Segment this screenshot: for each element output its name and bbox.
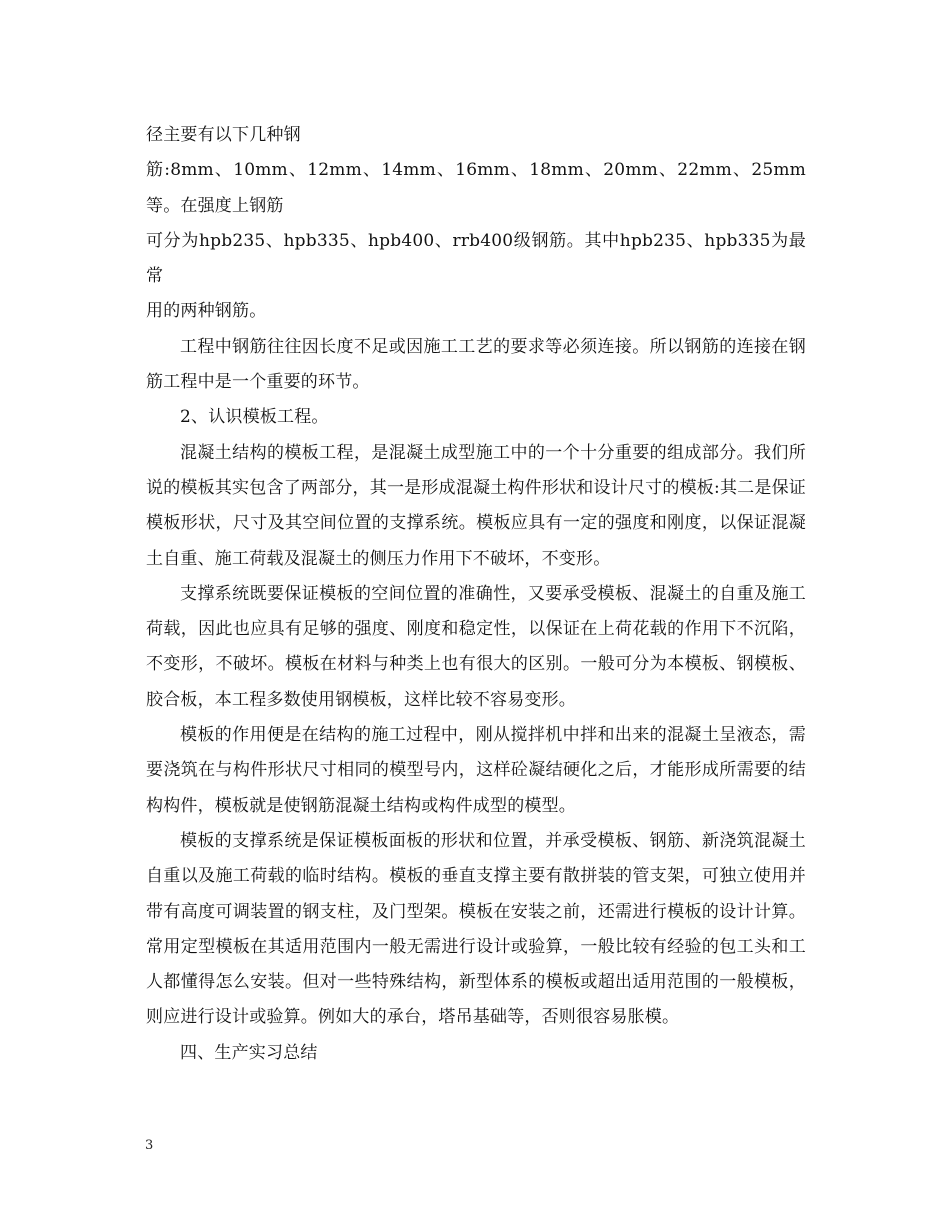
document-body (146, 118, 806, 1071)
text-line: 筋:8mm、10mm、12mm、14mm、16mm、18mm、20mm、22mm、25mm等。在强度上钢筋 (146, 160, 806, 216)
paragraph-formwork-support: 模板的支撑系统是保证模板面板的形状和位置，并承受模板、钢筋、新浇筑混凝土自重以及施工荷载的临时结构。模板的垂直支撑主要有散拼装的管支架，可独立使用并带有高度可调装置的钢支柱，及门型架。模板在安装之前，还需进行模板的设计计算。常用定型模板在其适用范围内一般无需进行设计或验算，一般比较有经验的包工头和工人都懂得怎么安装。但对一些特殊结构，新型体系的模板或超出适用范围的一般模板，则应进行设计或验算。例如大的承台，塔吊基础等，否则很容易胀模。 (146, 830, 806, 1028)
paragraph-formwork-role: 模板的作用便是在结构的施工过程中，刚从搅拌机中拌和出来的混凝土呈液态，需要浇筑在与构件形状尺寸相同的模型号内，这样砼凝结硬化之后，才能形成所需要的结构构件，模板就是使钢筋混凝土结构或构件成型的模型。 (146, 725, 806, 816)
paragraph-formwork-intro: 混凝土结构的模板工程，是混凝土成型施工中的一个十分重要的组成部分。我们所说的模板其实包含了两部分，其一是形成混凝土构件形状和设计尺寸的模板:其二是保证模板形状，尺寸及其空间位置的支撑系统。模板应具有一定的强度和刚度，以保证混凝土自重、施工荷载及混凝土的侧压力作用下不破坏，不变形。 (146, 442, 806, 569)
text-line: 可分为hpb235、hpb335、hpb400、rrb400级钢筋。其中hpb235、hpb335为最常 (146, 230, 806, 287)
text-line: 径主要有以下几种钢 (146, 125, 301, 145)
section-heading-summary: 四、生产实习总结 (180, 1042, 318, 1063)
paragraph-support-system: 支撑系统既要保证模板的空间位置的准确性，又要承受模板、混凝土的自重及施工荷载，因此也应具有足够的强度、刚度和稳定性，以保证在上荷花载的作用下不沉陷，不变形，不破坏。模板在材料与种类上也有很大的区别。一般可分为本模板、钢模板、胶合板，本工程多数使用钢模板，这样比较不容易变形。 (146, 583, 806, 710)
paragraph-rebar-connection: 工程中钢筋往往因长度不足或因施工工艺的要求等必须连接。所以钢筋的连接在钢筋工程中是一个重要的环节。 (146, 336, 806, 393)
page-number: 3 (145, 1138, 154, 1153)
text-line: 用的两种钢筋。 (146, 301, 267, 322)
section-heading-formwork: 2、认识模板工程。 (180, 407, 329, 428)
